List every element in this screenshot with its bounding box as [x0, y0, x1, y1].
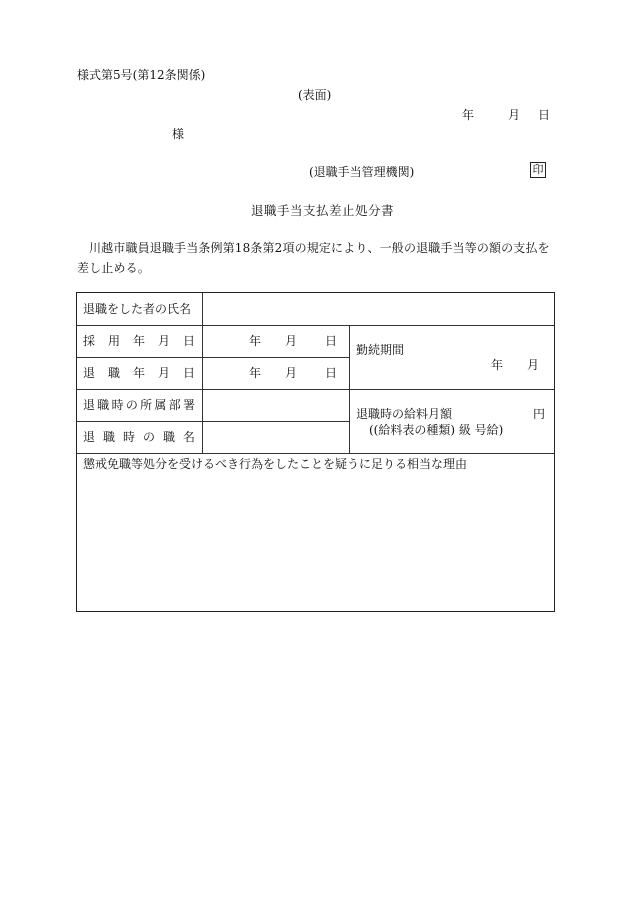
- salary-unit: 円: [533, 407, 546, 421]
- retire-day: 日: [325, 366, 338, 380]
- hire-date-label: [83, 334, 195, 348]
- retire-label-char: 年: [132, 366, 145, 380]
- position-label: [83, 430, 195, 444]
- name-label: 退職をした者の氏名: [83, 302, 192, 316]
- hire-year: 年: [249, 334, 262, 348]
- service-period-value[interactable]: [491, 358, 539, 372]
- date-month-label: 月: [508, 108, 521, 122]
- date-day-label: 日: [538, 108, 551, 122]
- dept-label-char: 職: [97, 398, 110, 412]
- hire-label-char: 用: [107, 334, 120, 348]
- retire-year: 年: [249, 366, 262, 380]
- position-label-char: の: [142, 430, 155, 444]
- retire-label-char: 月: [157, 366, 170, 380]
- reason-value[interactable]: [83, 475, 547, 605]
- row-divider: [77, 453, 554, 454]
- date-year-label: 年: [462, 108, 475, 122]
- name-value[interactable]: [207, 302, 547, 316]
- salary-label: 退職時の給料月額: [356, 407, 453, 421]
- hire-label-char: 月: [157, 334, 170, 348]
- document-title: 退職手当支払差止処分書: [251, 203, 395, 218]
- retire-label-char: 日: [182, 366, 195, 380]
- manager-agency: (退職手当管理機関): [309, 165, 415, 179]
- dept-label-char: 時: [111, 398, 124, 412]
- hire-label-char: 採: [83, 334, 96, 348]
- disposition-table: [76, 292, 555, 612]
- position-label-char: 職: [162, 430, 175, 444]
- retire-label-char: 職: [107, 366, 120, 380]
- dept-label-char: 部: [168, 398, 181, 412]
- hire-month: 月: [285, 334, 298, 348]
- dept-label-char: 署: [182, 398, 195, 412]
- department-label: [83, 398, 195, 412]
- retire-label-char: 退: [83, 366, 96, 380]
- body-paragraph: 川越市職員退職手当条例第18条第2項の規定により、一般の退職手当等の額の支払を差し止める。: [77, 241, 550, 275]
- department-value[interactable]: [207, 398, 343, 412]
- column-divider: [202, 293, 203, 453]
- retire-date-value[interactable]: [249, 366, 337, 380]
- row-divider: [77, 357, 349, 358]
- row-divider: [77, 325, 554, 326]
- dept-label-char: の: [125, 398, 138, 412]
- retire-date-label: [83, 366, 195, 380]
- dept-label-char: 所: [140, 398, 153, 412]
- reason-label: 懲戒免職等処分を受けるべき行為をしたことを疑うに足りる相当な理由: [83, 457, 468, 471]
- hire-label-char: 日: [182, 334, 195, 348]
- position-label-char: 退: [83, 430, 96, 444]
- position-value[interactable]: [207, 430, 343, 444]
- dept-label-char: 退: [83, 398, 96, 412]
- service-period-label: 勤続期間: [356, 343, 405, 357]
- dept-label-char: 属: [154, 398, 167, 412]
- form-number: 様式第5号(第12条関係): [77, 68, 206, 82]
- column-divider: [349, 325, 350, 453]
- seal-mark: 印: [530, 162, 546, 178]
- addressee-suffix: 様: [172, 127, 185, 141]
- position-label-char: 時: [122, 430, 135, 444]
- service-year: 年: [491, 358, 504, 372]
- side-label: (表面): [298, 88, 332, 102]
- issue-date: [462, 108, 550, 122]
- retire-month: 月: [285, 366, 298, 380]
- salary-detail[interactable]: ((給料表の種類) 級 号給): [369, 423, 504, 437]
- position-label-char: 名: [182, 430, 195, 444]
- service-month: 月: [527, 358, 540, 372]
- hire-label-char: 年: [132, 334, 145, 348]
- row-divider: [77, 421, 349, 422]
- hire-day: 日: [325, 334, 338, 348]
- hire-date-value[interactable]: [249, 334, 337, 348]
- row-divider: [77, 389, 554, 390]
- position-label-char: 職: [102, 430, 115, 444]
